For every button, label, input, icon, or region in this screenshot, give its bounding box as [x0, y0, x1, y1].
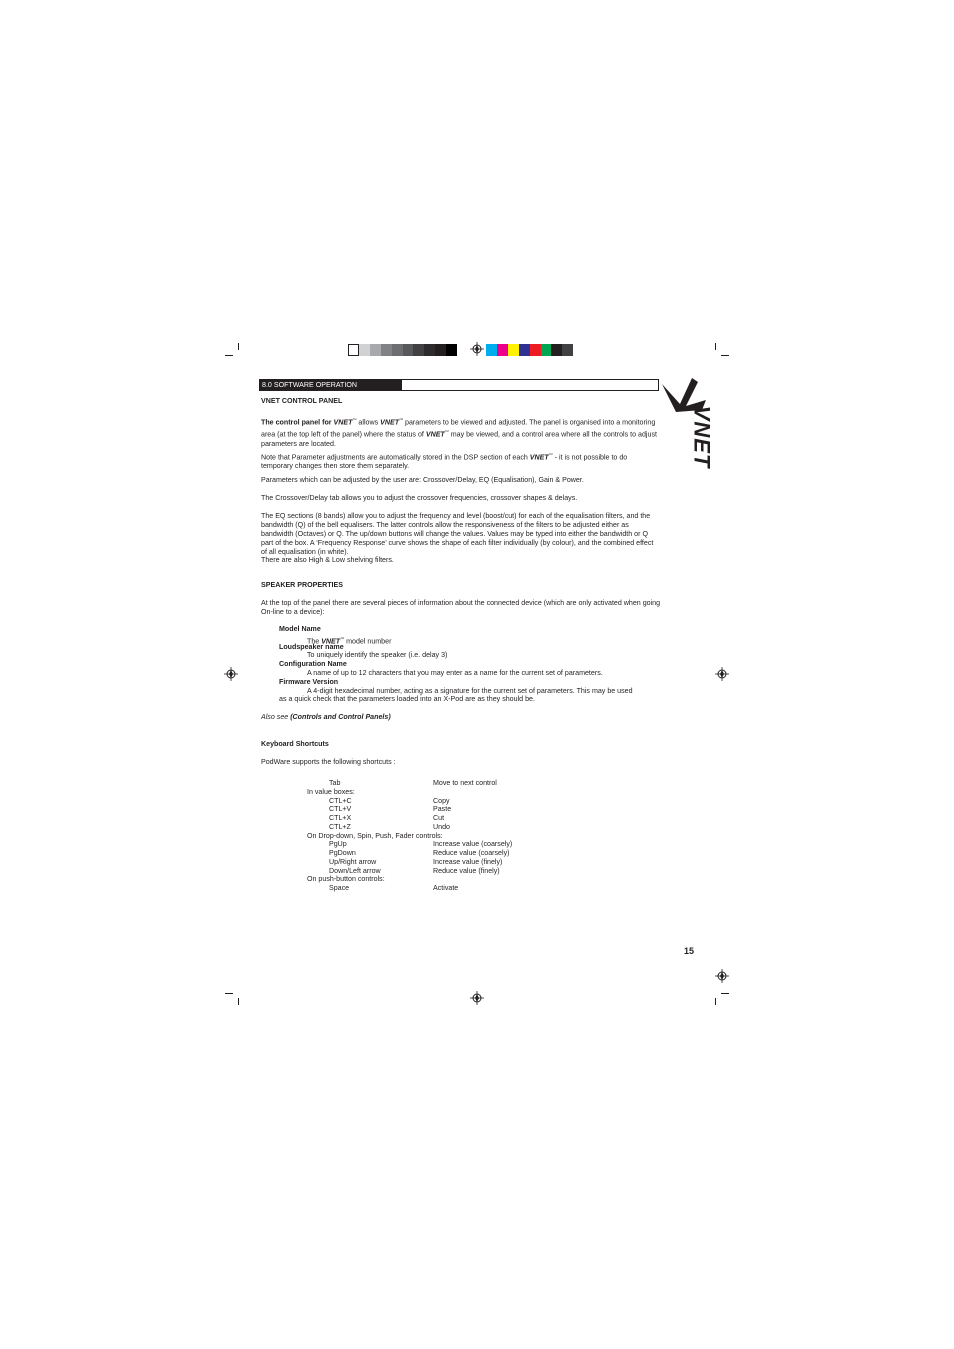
color-swatch: [486, 344, 497, 356]
loudspeaker-name-title: Loudspeaker name: [279, 643, 344, 651]
page-number: 15: [684, 946, 695, 956]
crop-mark-bl-v: [238, 998, 239, 1005]
configuration-name-desc: A name of up to 12 characters that you may enter as a name for the current set of parameters.: [307, 669, 603, 677]
shortcut-key: Tab: [329, 779, 341, 787]
control-panel-p5: The EQ sections (8 bands) allow you to adjust the frequency and level (boost/cut) for each of the equalisation filters, and the bandwidth (Q) of the bell equalisers. The latter controls allow the responsiveness of the filters to be adjusted either as bandwidth (Octaves) or Q. The up/down buttons will change the values. Values may be typed into either the bandwidth or Q part of the box. A ‘Frequency Response’ curve shows the shape of each filter individually (by colour), and the combined effect of all equalisation (in white).: [261, 512, 654, 556]
registration-mark-left-icon: [224, 667, 238, 681]
p1-rest2: may be viewed, and a control area where all the controls to adjust parameters are located.: [261, 430, 657, 448]
crop-mark-tl-v: [238, 343, 239, 350]
grey-swatch: [370, 344, 381, 356]
control-panel-p3: Parameters which can be adjusted by the user are: Crossover/Delay, EQ (Equalisation), Gain & Power.: [261, 476, 584, 484]
keyboard-shortcuts-heading: Keyboard Shortcuts: [261, 740, 329, 748]
section-header-bar: [259, 379, 659, 391]
p1-mid: allows: [356, 418, 381, 427]
also-see-prefix: Also see: [261, 713, 291, 721]
p2-tm: ™: [548, 452, 553, 457]
firmware-version-title: Firmware Version: [279, 678, 339, 686]
shortcut-key: PgUp: [329, 840, 347, 849]
shortcut-action: Increase value (finely): [433, 857, 503, 866]
keyboard-shortcuts-intro: PodWare supports the following shortcuts :: [261, 758, 396, 766]
registration-mark-br-icon: [715, 969, 729, 983]
color-swatch: [562, 344, 573, 356]
shortcut-key: CTL+V: [329, 805, 352, 814]
grey-swatch: [348, 344, 359, 356]
configuration-name-title: Configuration Name: [279, 660, 347, 668]
loudspeaker-name-desc: To uniquely identify the speaker (i.e. delay 3): [307, 651, 448, 659]
shortcut-key: CTL+Z: [329, 822, 351, 831]
shortcut-key: Up/Right arrow: [329, 857, 377, 866]
p2-text1: Note that Parameter adjustments are automatically stored in the DSP section of each: [261, 453, 530, 462]
shortcut-key: CTL+X: [329, 814, 352, 822]
grey-swatch: [392, 344, 403, 356]
shortcut-action: Reduce value (coarsely): [433, 849, 510, 857]
color-swatch: [551, 344, 562, 356]
shortcut-action: Paste: [433, 805, 452, 814]
shortcut-group-label: On Drop-down, Spin, Push, Fader controls:: [307, 831, 443, 840]
model-name-desc-brand: VNET: [321, 637, 341, 646]
registration-mark-bottom-icon: [470, 991, 484, 1005]
shortcut-action: Reduce value (finely): [433, 866, 500, 875]
color-swatch: [497, 344, 508, 356]
shortcut-action: Activate: [433, 884, 459, 892]
grey-swatch: [403, 344, 414, 356]
grey-swatch: [424, 344, 435, 356]
speaker-properties-intro: At the top of the panel there are several pieces of information about the connected device (which are only activated when going On-line to a device):: [261, 599, 661, 616]
p2-brand: VNET: [529, 453, 549, 462]
shortcut-action: Cut: [433, 814, 445, 822]
shortcut-key: Space: [329, 884, 350, 892]
p1-tm3: ™: [444, 429, 449, 435]
crop-mark-br-v: [715, 998, 716, 1005]
model-name-desc-pre: The: [307, 637, 322, 646]
control-panel-p4: The Crossover/Delay tab allows you to adjust the crossover frequencies, crossover shapes & delays.: [261, 494, 578, 502]
speaker-properties-heading: SPEAKER PROPERTIES: [261, 581, 343, 589]
model-name-desc-tm: ™: [340, 636, 345, 641]
also-see-line: [261, 713, 391, 722]
registration-mark-right-icon: [715, 667, 729, 681]
grey-swatch: [381, 344, 392, 356]
model-name-title: Model Name: [279, 625, 321, 633]
control-panel-heading: VNET CONTROL PANEL: [261, 397, 343, 405]
p1-brand3: VNET: [425, 430, 445, 439]
grey-swatch: [359, 344, 370, 356]
color-swatch: [519, 344, 530, 356]
firmware-version-desc1: A 4-digit hexadecimal number, acting as a signature for the current set of parameters. This may be used: [307, 687, 633, 695]
p1-lead: The control panel for: [261, 418, 332, 427]
p1-tm2: ™: [399, 417, 404, 422]
firmware-version-desc2: as a quick check that the parameters loaded into an X-Pod are as they should be.: [279, 695, 535, 703]
section-label: 8.0 SOFTWARE OPERATION: [260, 380, 402, 390]
grey-swatch: [413, 344, 424, 356]
shortcut-action: Move to next control: [433, 779, 497, 787]
shortcut-group-label: On push-button controls:: [307, 875, 385, 884]
p1-brand2: VNET: [380, 418, 400, 427]
control-panel-p1: [261, 415, 661, 449]
shortcut-key: Down/Left arrow: [329, 866, 381, 875]
crop-mark-bl-h: [225, 993, 233, 994]
registration-mark-top-icon: [470, 342, 484, 356]
shortcut-group-label: In value boxes:: [307, 787, 355, 796]
shortcut-action: Copy: [433, 796, 450, 805]
also-see-link[interactable]: (Controls and Control Panels): [290, 713, 391, 721]
shortcut-key: PgDown: [329, 849, 356, 857]
control-panel-p2: [261, 450, 661, 471]
color-swatch: [508, 344, 519, 356]
color-swatch: [541, 344, 552, 356]
control-panel-p6: There are also High & Low shelving filters.: [261, 556, 394, 564]
crop-mark-tr-v: [715, 343, 716, 350]
crop-mark-br-h: [721, 993, 729, 994]
crop-mark-tr-h: [721, 355, 729, 356]
shortcut-action: Increase value (coarsely): [433, 840, 513, 849]
vnet-logo: [662, 376, 715, 469]
p1-rest1: parameters to be viewed and adjusted. The panel is organised into a monitoring area (at the top left of the panel) where the status of: [261, 418, 656, 439]
color-swatch: [530, 344, 541, 356]
p1-brand1: VNET: [333, 418, 353, 427]
vnet-logo-text: VNET: [689, 405, 715, 469]
shortcut-key: CTL+C: [329, 796, 352, 805]
p1-tm1: ™: [352, 417, 357, 422]
p2-text2: - it is not possible to do temporary changes then store them separately.: [261, 453, 628, 471]
grey-swatch: [446, 344, 457, 356]
model-name-desc-post: model number: [344, 637, 392, 646]
crop-mark-tl-h: [225, 355, 233, 356]
grey-swatch: [435, 344, 446, 356]
shortcut-action: Undo: [433, 822, 450, 831]
